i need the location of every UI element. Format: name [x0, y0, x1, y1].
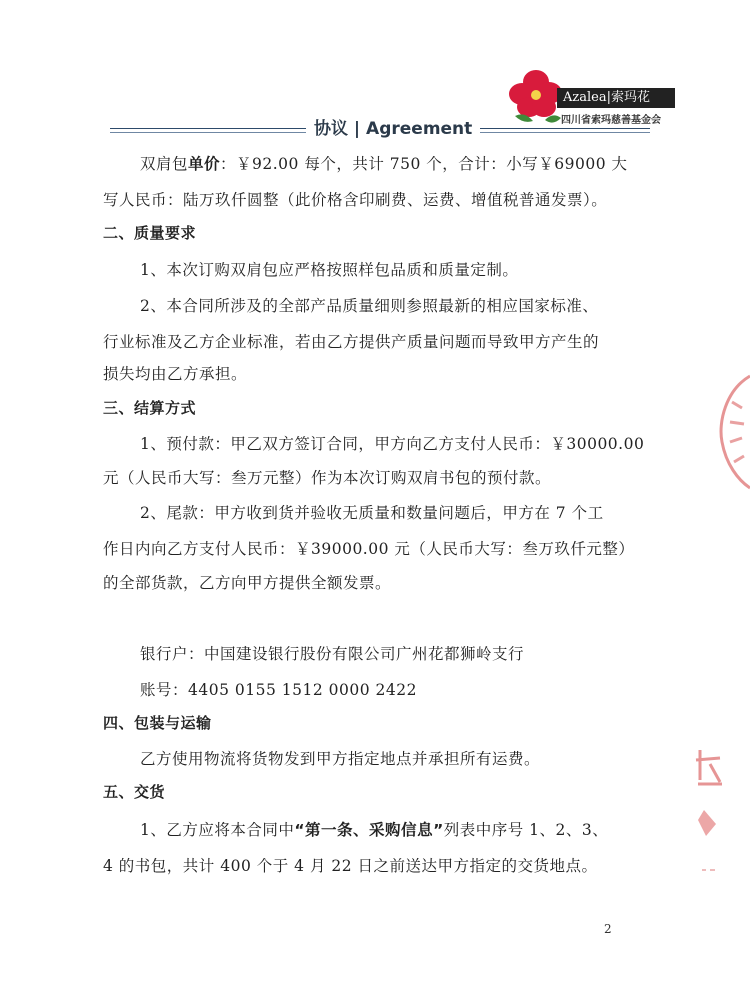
seal-stamp-fragment-top: [712, 372, 750, 492]
logo-subtitle: 四川省索玛慈善基金会: [561, 115, 661, 126]
settlement-item-2-line-1: 2、尾款：甲方收到货并验收无质量和数量问题后，甲方在 7 个工: [140, 504, 604, 522]
quality-item-1: 1、本次订购双肩包应严格按照样包品质和质量定制。: [140, 261, 519, 279]
foundation-logo: [505, 66, 680, 132]
delivery-item-1-line-2: 4 的书包，共计 400 个于 4 月 22 日之前送达甲方指定的交货地点。: [103, 857, 598, 875]
price-text-pre: 双肩包: [140, 155, 189, 173]
price-line-2: 写人民币：陆万玖仟圆整（此价格含印刷费、运费、增值税普通发票）。: [103, 191, 608, 209]
quality-item-2-line-2: 行业标准及乙方企业标准，若由乙方提供产质量问题而导致甲方产生的: [103, 333, 600, 351]
section-heading-delivery: 五、交货: [103, 783, 166, 801]
settlement-item-2-line-2: 作日内向乙方支付人民币：￥39000.00 元（人民币大写：叁万玖仟元整）: [103, 540, 635, 558]
price-text-post: ：￥92.00 每个，共计 750 个，合计：小写￥69000 大: [220, 155, 628, 173]
delivery-text-bold: “第一条、采购信息”: [294, 821, 444, 839]
section-heading-quality: 二、质量要求: [103, 224, 197, 242]
seal-stamp-fragment-bottom: [690, 740, 735, 890]
logo-wordmark: Azalea|索玛花: [557, 88, 675, 108]
delivery-text-post: 列表中序号 1、2、3、: [443, 821, 609, 839]
price-text-bold: 单价: [188, 155, 221, 173]
settlement-item-1-line-2: 元（人民币大写：叁万元整）作为本次订购双肩书包的预付款。: [103, 469, 552, 487]
quality-item-2-line-3: 损失均由乙方承担。: [103, 365, 248, 383]
quality-item-2-line-1: 2、本合同所涉及的全部产品质量细则参照最新的相应国家标准、: [140, 297, 599, 315]
page-number: 2: [604, 922, 612, 936]
section-heading-packaging: 四、包装与运输: [103, 714, 212, 732]
page-header-title: 协议 | Agreement: [306, 114, 480, 139]
bank-account-number: 账号：4405 0155 1512 0000 2422: [140, 681, 417, 699]
section-heading-settlement: 三、结算方式: [103, 399, 197, 417]
packaging-text: 乙方使用物流将货物发到甲方指定地点并承担所有运费。: [140, 750, 541, 768]
delivery-text-pre: 1、乙方应将本合同中: [140, 821, 295, 839]
bank-name: 银行户：中国建设银行股份有限公司广州花都狮岭支行: [140, 645, 525, 663]
price-line: [140, 152, 628, 174]
delivery-item-1-line-1: [140, 818, 608, 840]
settlement-item-2-line-3: 的全部货款，乙方向甲方提供全额发票。: [103, 574, 392, 592]
settlement-item-1-line-1: 1、预付款：甲乙双方签订合同，甲方向乙方支付人民币：￥30000.00: [140, 435, 645, 453]
